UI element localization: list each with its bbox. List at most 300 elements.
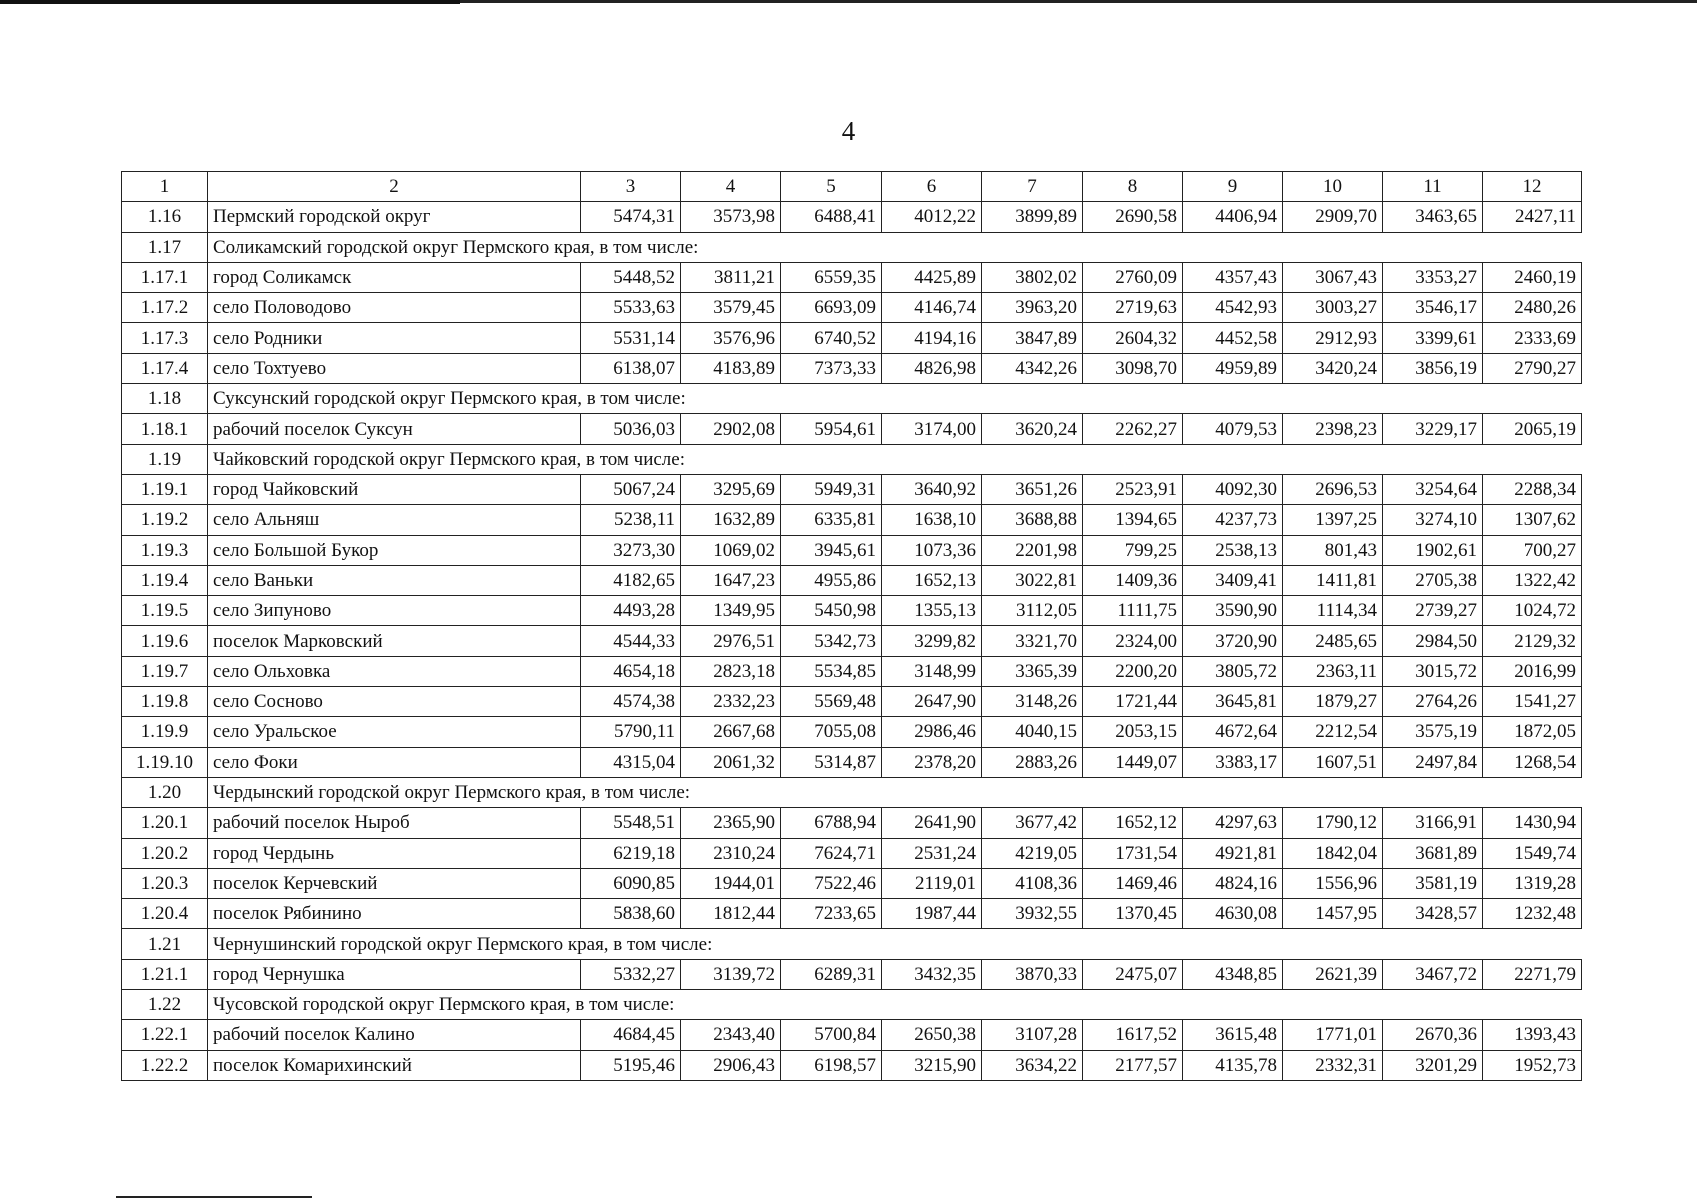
value-cell: 3805,72 (1183, 656, 1283, 686)
value-cell: 2365,90 (681, 808, 781, 838)
value-cell: 3003,27 (1283, 293, 1383, 323)
value-cell: 1393,43 (1483, 1020, 1582, 1050)
value-cell: 3932,55 (982, 899, 1083, 929)
section-row (122, 990, 1582, 1020)
value-cell: 3107,28 (982, 1020, 1083, 1050)
value-cell: 4654,18 (581, 656, 681, 686)
settlement-name: село Тохтуево (208, 353, 581, 383)
value-cell: 3098,70 (1083, 353, 1183, 383)
table-row (122, 262, 1582, 292)
value-cell: 3299,82 (882, 626, 982, 656)
table-row (122, 414, 1582, 444)
value-cell: 2119,01 (882, 868, 982, 898)
value-cell: 1232,48 (1483, 899, 1582, 929)
value-cell: 2288,34 (1483, 474, 1582, 504)
value-cell: 2271,79 (1483, 959, 1582, 989)
value-cell: 1114,34 (1283, 596, 1383, 626)
section-row (122, 929, 1582, 959)
value-cell: 2200,20 (1083, 656, 1183, 686)
value-cell: 2523,91 (1083, 474, 1183, 504)
row-number: 1.20 (122, 777, 208, 807)
value-cell: 3148,26 (982, 687, 1083, 717)
value-cell: 4672,64 (1183, 717, 1283, 747)
section-title: Чернушинский городской округ Пермского края, в том числе: (208, 929, 1582, 959)
row-number: 1.17.4 (122, 353, 208, 383)
value-cell: 2480,26 (1483, 293, 1582, 323)
settlement-name: село Большой Букор (208, 535, 581, 565)
value-cell: 3428,57 (1383, 899, 1483, 929)
value-cell: 2912,93 (1283, 323, 1383, 353)
value-cell: 2378,20 (882, 747, 982, 777)
value-cell: 1411,81 (1283, 565, 1383, 595)
row-number: 1.19.3 (122, 535, 208, 565)
value-cell: 7624,71 (781, 838, 882, 868)
settlement-name: село Ольховка (208, 656, 581, 686)
column-header: 3 (581, 172, 681, 202)
table-row (122, 596, 1582, 626)
value-cell: 4194,16 (882, 323, 982, 353)
page-bottom-mark (116, 1196, 312, 1198)
value-cell: 4219,05 (982, 838, 1083, 868)
value-cell: 4357,43 (1183, 262, 1283, 292)
value-cell: 3467,72 (1383, 959, 1483, 989)
value-cell: 7055,08 (781, 717, 882, 747)
value-cell: 1349,95 (681, 596, 781, 626)
value-cell: 2460,19 (1483, 262, 1582, 292)
value-cell: 2621,39 (1283, 959, 1383, 989)
value-cell: 5036,03 (581, 414, 681, 444)
value-cell: 1073,36 (882, 535, 982, 565)
value-cell: 1987,44 (882, 899, 982, 929)
section-title: Соликамский городской округ Пермского края, в том числе: (208, 232, 1582, 262)
row-number: 1.21.1 (122, 959, 208, 989)
value-cell: 2764,26 (1383, 687, 1483, 717)
value-cell: 4146,74 (882, 293, 982, 323)
settlement-name: село Фоки (208, 747, 581, 777)
column-header: 7 (982, 172, 1083, 202)
value-cell: 2310,24 (681, 838, 781, 868)
settlement-name: село Сосново (208, 687, 581, 717)
row-number: 1.19.9 (122, 717, 208, 747)
table-row (122, 838, 1582, 868)
section-row (122, 384, 1582, 414)
value-cell: 2497,84 (1383, 747, 1483, 777)
column-header: 10 (1283, 172, 1383, 202)
value-cell: 4826,98 (882, 353, 982, 383)
table-row (122, 808, 1582, 838)
value-cell: 2604,32 (1083, 323, 1183, 353)
value-cell: 1902,61 (1383, 535, 1483, 565)
column-header: 2 (208, 172, 581, 202)
value-cell: 3112,05 (982, 596, 1083, 626)
value-cell: 5314,87 (781, 747, 882, 777)
table-header-row (122, 172, 1582, 202)
value-cell: 2705,38 (1383, 565, 1483, 595)
value-cell: 4135,78 (1183, 1050, 1283, 1080)
value-cell: 2670,36 (1383, 1020, 1483, 1050)
column-header: 1 (122, 172, 208, 202)
value-cell: 1556,96 (1283, 868, 1383, 898)
row-number: 1.19.2 (122, 505, 208, 535)
value-cell: 4040,15 (982, 717, 1083, 747)
value-cell: 799,25 (1083, 535, 1183, 565)
value-cell: 1638,10 (882, 505, 982, 535)
settlement-name: поселок Рябинино (208, 899, 581, 929)
value-cell: 1469,46 (1083, 868, 1183, 898)
value-cell: 4183,89 (681, 353, 781, 383)
value-cell: 1024,72 (1483, 596, 1582, 626)
value-cell: 2343,40 (681, 1020, 781, 1050)
value-cell: 3067,43 (1283, 262, 1383, 292)
value-cell: 3945,61 (781, 535, 882, 565)
value-cell: 5067,24 (581, 474, 681, 504)
settlement-name: поселок Марковский (208, 626, 581, 656)
row-number: 1.19 (122, 444, 208, 474)
value-cell: 3651,26 (982, 474, 1083, 504)
value-cell: 4955,86 (781, 565, 882, 595)
value-cell: 1449,07 (1083, 747, 1183, 777)
value-cell: 1541,27 (1483, 687, 1582, 717)
value-cell: 6289,31 (781, 959, 882, 989)
value-cell: 5949,31 (781, 474, 882, 504)
value-cell: 3620,24 (982, 414, 1083, 444)
column-header: 6 (882, 172, 982, 202)
value-cell: 1409,36 (1083, 565, 1183, 595)
value-cell: 5548,51 (581, 808, 681, 838)
tariff-table (121, 171, 1582, 1081)
value-cell: 6198,57 (781, 1050, 882, 1080)
section-title: Чайковский городской округ Пермского края, в том числе: (208, 444, 1582, 474)
value-cell: 3420,24 (1283, 353, 1383, 383)
row-number: 1.17.1 (122, 262, 208, 292)
value-cell: 1790,12 (1283, 808, 1383, 838)
value-cell: 3573,98 (681, 202, 781, 232)
value-cell: 1842,04 (1283, 838, 1383, 868)
value-cell: 1394,65 (1083, 505, 1183, 535)
page-top-border-thick (0, 0, 460, 4)
column-header: 4 (681, 172, 781, 202)
value-cell: 4574,38 (581, 687, 681, 717)
value-cell: 2333,69 (1483, 323, 1582, 353)
section-row (122, 232, 1582, 262)
value-cell: 4544,33 (581, 626, 681, 656)
value-cell: 5533,63 (581, 293, 681, 323)
value-cell: 6219,18 (581, 838, 681, 868)
value-cell: 2719,63 (1083, 293, 1183, 323)
row-number: 1.20.4 (122, 899, 208, 929)
value-cell: 3575,19 (1383, 717, 1483, 747)
value-cell: 3720,90 (1183, 626, 1283, 656)
value-cell: 4452,58 (1183, 323, 1283, 353)
value-cell: 5332,27 (581, 959, 681, 989)
row-number: 1.20.1 (122, 808, 208, 838)
value-cell: 3229,17 (1383, 414, 1483, 444)
section-row (122, 777, 1582, 807)
value-cell: 3546,17 (1383, 293, 1483, 323)
section-title: Чердынский городской округ Пермского края, в том числе: (208, 777, 1582, 807)
value-cell: 3634,22 (982, 1050, 1083, 1080)
table-row (122, 899, 1582, 929)
value-cell: 5448,52 (581, 262, 681, 292)
value-cell: 2262,27 (1083, 414, 1183, 444)
table-row (122, 474, 1582, 504)
value-cell: 6559,35 (781, 262, 882, 292)
value-cell: 4315,04 (581, 747, 681, 777)
settlement-name: село Половодово (208, 293, 581, 323)
value-cell: 2984,50 (1383, 626, 1483, 656)
value-cell: 2016,99 (1483, 656, 1582, 686)
value-cell: 6488,41 (781, 202, 882, 232)
value-cell: 2427,11 (1483, 202, 1582, 232)
table-row (122, 323, 1582, 353)
value-cell: 2531,24 (882, 838, 982, 868)
value-cell: 3274,10 (1383, 505, 1483, 535)
value-cell: 3847,89 (982, 323, 1083, 353)
value-cell: 4630,08 (1183, 899, 1283, 929)
value-cell: 4092,30 (1183, 474, 1283, 504)
value-cell: 2538,13 (1183, 535, 1283, 565)
value-cell: 4342,26 (982, 353, 1083, 383)
value-cell: 5474,31 (581, 202, 681, 232)
value-cell: 2332,23 (681, 687, 781, 717)
row-number: 1.16 (122, 202, 208, 232)
value-cell: 2398,23 (1283, 414, 1383, 444)
value-cell: 3677,42 (982, 808, 1083, 838)
value-cell: 2690,58 (1083, 202, 1183, 232)
value-cell: 3254,64 (1383, 474, 1483, 504)
value-cell: 1111,75 (1083, 596, 1183, 626)
value-cell: 2909,70 (1283, 202, 1383, 232)
value-cell: 2650,38 (882, 1020, 982, 1050)
value-cell: 2061,32 (681, 747, 781, 777)
settlement-name: Пермский городской округ (208, 202, 581, 232)
value-cell: 1319,28 (1483, 868, 1582, 898)
settlement-name: село Зипуново (208, 596, 581, 626)
value-cell: 2053,15 (1083, 717, 1183, 747)
settlement-name: город Чердынь (208, 838, 581, 868)
table-row (122, 959, 1582, 989)
value-cell: 3432,35 (882, 959, 982, 989)
row-number: 1.21 (122, 929, 208, 959)
section-row (122, 444, 1582, 474)
value-cell: 4079,53 (1183, 414, 1283, 444)
value-cell: 3321,70 (982, 626, 1083, 656)
value-cell: 5534,85 (781, 656, 882, 686)
row-number: 1.19.8 (122, 687, 208, 717)
value-cell: 4959,89 (1183, 353, 1283, 383)
table-row (122, 717, 1582, 747)
value-cell: 2667,68 (681, 717, 781, 747)
value-cell: 2332,31 (1283, 1050, 1383, 1080)
value-cell: 1771,01 (1283, 1020, 1383, 1050)
value-cell: 3409,41 (1183, 565, 1283, 595)
value-cell: 1872,05 (1483, 717, 1582, 747)
value-cell: 1397,25 (1283, 505, 1383, 535)
value-cell: 2485,65 (1283, 626, 1383, 656)
value-cell: 700,27 (1483, 535, 1582, 565)
table-row (122, 626, 1582, 656)
value-cell: 4348,85 (1183, 959, 1283, 989)
column-header: 11 (1383, 172, 1483, 202)
value-cell: 5450,98 (781, 596, 882, 626)
settlement-name: рабочий поселок Суксун (208, 414, 581, 444)
value-cell: 7522,46 (781, 868, 882, 898)
value-cell: 3215,90 (882, 1050, 982, 1080)
column-header: 8 (1083, 172, 1183, 202)
value-cell: 3295,69 (681, 474, 781, 504)
settlement-name: село Уральское (208, 717, 581, 747)
table-row (122, 868, 1582, 898)
page-number: 4 (841, 116, 856, 146)
value-cell: 3273,30 (581, 535, 681, 565)
value-cell: 1652,13 (882, 565, 982, 595)
row-number: 1.19.1 (122, 474, 208, 504)
value-cell: 1617,52 (1083, 1020, 1183, 1050)
value-cell: 4108,36 (982, 868, 1083, 898)
row-number: 1.22.1 (122, 1020, 208, 1050)
value-cell: 1731,54 (1083, 838, 1183, 868)
value-cell: 6693,09 (781, 293, 882, 323)
value-cell: 1370,45 (1083, 899, 1183, 929)
row-number: 1.17.2 (122, 293, 208, 323)
value-cell: 2647,90 (882, 687, 982, 717)
row-number: 1.22 (122, 990, 208, 1020)
value-cell: 5195,46 (581, 1050, 681, 1080)
value-cell: 2739,27 (1383, 596, 1483, 626)
settlement-name: город Соликамск (208, 262, 581, 292)
value-cell: 5342,73 (781, 626, 882, 656)
settlement-name: село Ваньки (208, 565, 581, 595)
value-cell: 3590,90 (1183, 596, 1283, 626)
value-cell: 3802,02 (982, 262, 1083, 292)
value-cell: 2986,46 (882, 717, 982, 747)
table-row (122, 293, 1582, 323)
table-row (122, 1050, 1582, 1080)
column-header: 12 (1483, 172, 1582, 202)
value-cell: 5569,48 (781, 687, 882, 717)
row-number: 1.19.4 (122, 565, 208, 595)
value-cell: 3201,29 (1383, 1050, 1483, 1080)
value-cell: 1322,42 (1483, 565, 1582, 595)
value-cell: 3681,89 (1383, 838, 1483, 868)
value-cell: 7233,65 (781, 899, 882, 929)
value-cell: 2883,26 (982, 747, 1083, 777)
value-cell: 4012,22 (882, 202, 982, 232)
value-cell: 1355,13 (882, 596, 982, 626)
settlement-name: рабочий поселок Ныроб (208, 808, 581, 838)
value-cell: 1307,62 (1483, 505, 1582, 535)
value-cell: 3383,17 (1183, 747, 1283, 777)
value-cell: 1952,73 (1483, 1050, 1582, 1080)
value-cell: 2177,57 (1083, 1050, 1183, 1080)
value-cell: 4182,65 (581, 565, 681, 595)
value-cell: 3899,89 (982, 202, 1083, 232)
value-cell: 3963,20 (982, 293, 1083, 323)
value-cell: 5700,84 (781, 1020, 882, 1050)
value-cell: 2065,19 (1483, 414, 1582, 444)
value-cell: 5238,11 (581, 505, 681, 535)
table-row (122, 505, 1582, 535)
value-cell: 1944,01 (681, 868, 781, 898)
value-cell: 3139,72 (681, 959, 781, 989)
value-cell: 2760,09 (1083, 262, 1183, 292)
row-number: 1.18 (122, 384, 208, 414)
value-cell: 3576,96 (681, 323, 781, 353)
value-cell: 4297,63 (1183, 808, 1283, 838)
value-cell: 1632,89 (681, 505, 781, 535)
value-cell: 5531,14 (581, 323, 681, 353)
value-cell: 801,43 (1283, 535, 1383, 565)
value-cell: 5838,60 (581, 899, 681, 929)
row-number: 1.19.7 (122, 656, 208, 686)
value-cell: 2201,98 (982, 535, 1083, 565)
value-cell: 3581,19 (1383, 868, 1483, 898)
value-cell: 5954,61 (781, 414, 882, 444)
value-cell: 2902,08 (681, 414, 781, 444)
value-cell: 4684,45 (581, 1020, 681, 1050)
row-number: 1.18.1 (122, 414, 208, 444)
value-cell: 2696,53 (1283, 474, 1383, 504)
value-cell: 4493,28 (581, 596, 681, 626)
settlement-name: село Альняш (208, 505, 581, 535)
value-cell: 4406,94 (1183, 202, 1283, 232)
value-cell: 1647,23 (681, 565, 781, 595)
row-number: 1.17.3 (122, 323, 208, 353)
value-cell: 3353,27 (1383, 262, 1483, 292)
settlement-name: поселок Керчевский (208, 868, 581, 898)
value-cell: 4542,93 (1183, 293, 1283, 323)
value-cell: 6335,81 (781, 505, 882, 535)
value-cell: 1549,74 (1483, 838, 1582, 868)
value-cell: 2906,43 (681, 1050, 781, 1080)
value-cell: 3463,65 (1383, 202, 1483, 232)
row-number: 1.19.10 (122, 747, 208, 777)
column-header: 5 (781, 172, 882, 202)
value-cell: 2129,32 (1483, 626, 1582, 656)
value-cell: 3645,81 (1183, 687, 1283, 717)
value-cell: 3640,92 (882, 474, 982, 504)
table-row (122, 353, 1582, 383)
value-cell: 6090,85 (581, 868, 681, 898)
table-row (122, 202, 1582, 232)
row-number: 1.19.6 (122, 626, 208, 656)
row-number: 1.19.5 (122, 596, 208, 626)
settlement-name: село Родники (208, 323, 581, 353)
value-cell: 3856,19 (1383, 353, 1483, 383)
row-number: 1.22.2 (122, 1050, 208, 1080)
value-cell: 3166,91 (1383, 808, 1483, 838)
settlement-name: город Чернушка (208, 959, 581, 989)
value-cell: 4425,89 (882, 262, 982, 292)
table-row (122, 535, 1582, 565)
row-number: 1.20.3 (122, 868, 208, 898)
value-cell: 1879,27 (1283, 687, 1383, 717)
settlement-name: поселок Комарихинский (208, 1050, 581, 1080)
value-cell: 2790,27 (1483, 353, 1582, 383)
value-cell: 3615,48 (1183, 1020, 1283, 1050)
value-cell: 1268,54 (1483, 747, 1582, 777)
table-row (122, 1020, 1582, 1050)
table-row (122, 565, 1582, 595)
value-cell: 2212,54 (1283, 717, 1383, 747)
column-header: 9 (1183, 172, 1283, 202)
value-cell: 3365,39 (982, 656, 1083, 686)
value-cell: 6740,52 (781, 323, 882, 353)
value-cell: 1457,95 (1283, 899, 1383, 929)
value-cell: 3399,61 (1383, 323, 1483, 353)
value-cell: 1812,44 (681, 899, 781, 929)
value-cell: 5790,11 (581, 717, 681, 747)
